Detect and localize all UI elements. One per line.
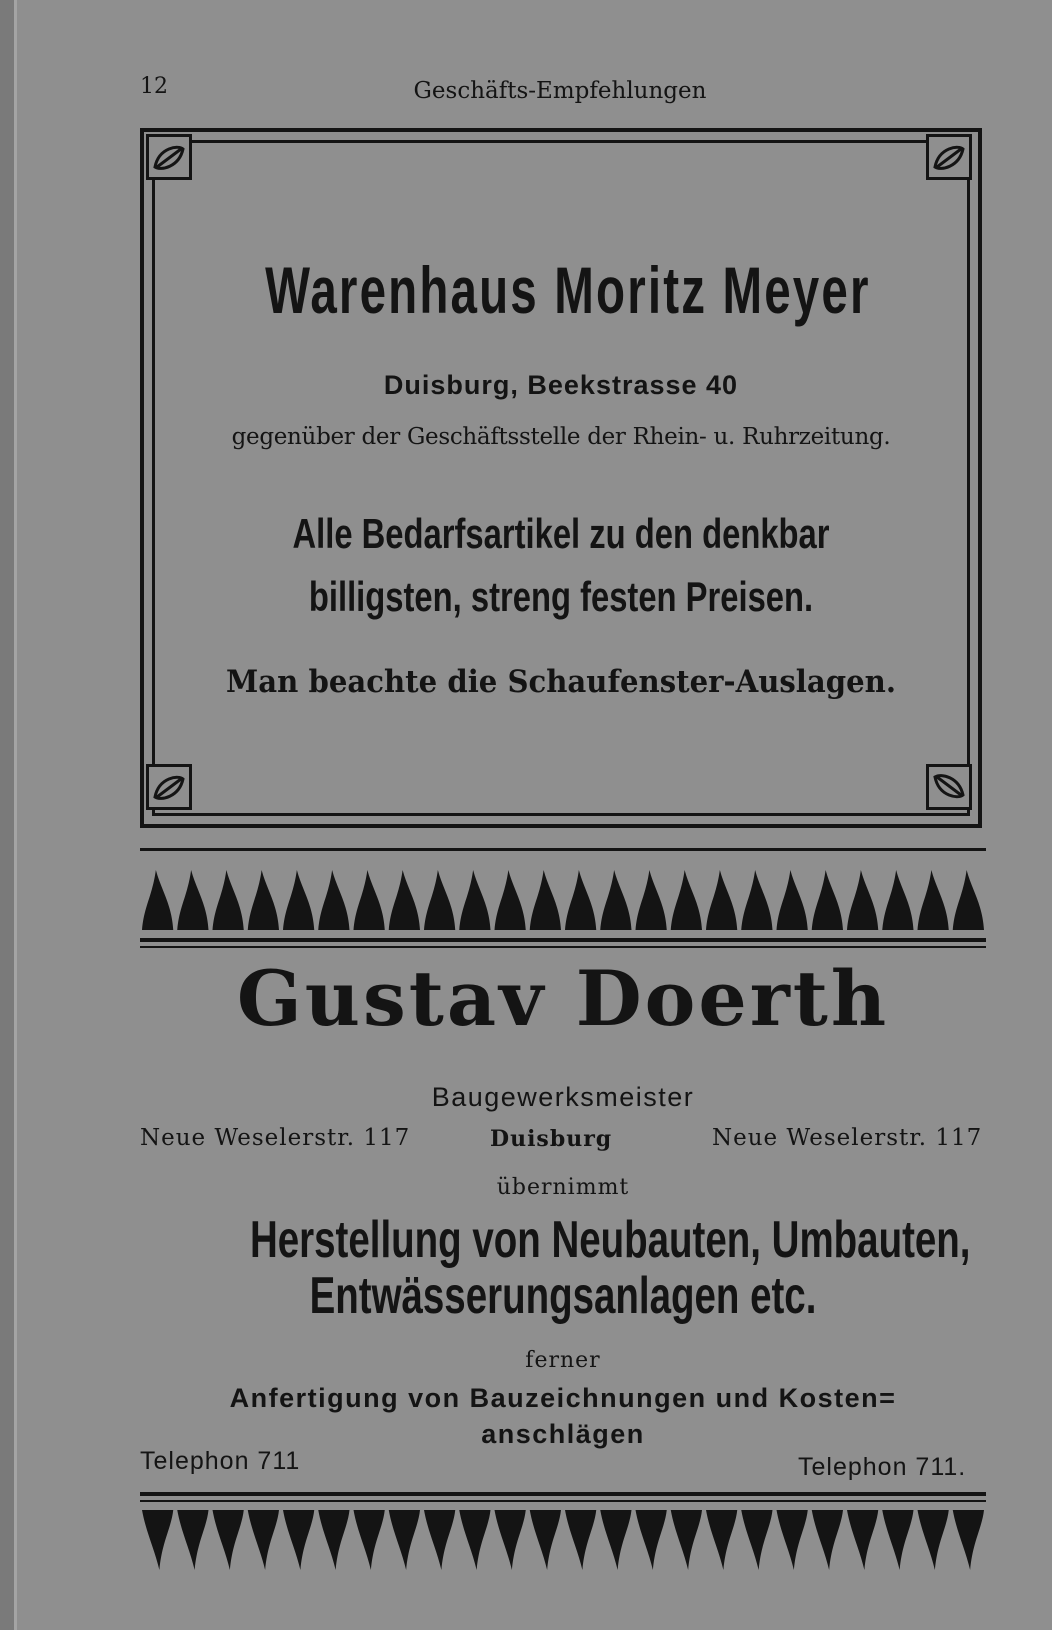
drop-ornament <box>918 1510 949 1570</box>
flame-ornament <box>177 870 208 930</box>
builder-services-line: Herstellung von Neubauten, Umbauten, <box>249 1211 971 1269</box>
drop-ornament <box>283 1510 314 1570</box>
page-binding-highlight <box>14 0 17 1630</box>
store-location-note: gegenüber der Geschäftsstelle der Rhein- u. Ruhrzeitung. <box>231 424 891 450</box>
drop-ornament <box>847 1510 878 1570</box>
flame-ornament <box>530 870 561 930</box>
flame-ornament <box>213 870 244 930</box>
builder-takes-on: übernimmt <box>496 1175 630 1200</box>
drop-ornament <box>812 1510 843 1570</box>
drop-ornament <box>424 1510 455 1570</box>
drop-ornament <box>248 1510 279 1570</box>
builder-telephone-left: Telephon 711 <box>140 1447 301 1475</box>
drop-ornament <box>741 1510 772 1570</box>
flame-ornament <box>600 870 631 930</box>
drop-ornament <box>671 1510 702 1570</box>
drop-ornament <box>882 1510 913 1570</box>
page-number: 12 <box>140 74 168 99</box>
store-slogan-line: billigsten, streng festen Preisen. <box>308 573 814 620</box>
store-slogan <box>240 502 881 628</box>
corner-leaf-icon <box>926 764 972 810</box>
builder-address-left: Neue Weselerstr. 117 <box>140 1125 411 1151</box>
builder-telephone-right: Telephon 711. <box>798 1453 967 1481</box>
drop-ornament <box>318 1510 349 1570</box>
flame-ornament <box>142 870 173 930</box>
corner-leaf-icon <box>146 134 192 180</box>
builder-services <box>249 1211 971 1326</box>
flame-ornament <box>882 870 913 930</box>
builder-address-right: Neue Weselerstr. 117 <box>712 1125 983 1151</box>
flame-ornament <box>248 870 279 930</box>
builder-services-line: Entwässerungsanlagen etc. <box>309 1267 817 1326</box>
flame-ornament <box>565 870 596 930</box>
flame-ornament <box>706 870 737 930</box>
builder-drawings-line: Anfertigung von Bauzeichnungen und Kosten= <box>229 1383 897 1413</box>
flame-ornament <box>918 870 949 930</box>
flame-ornament <box>953 870 984 930</box>
flame-ornament <box>741 870 772 930</box>
drop-ornament <box>354 1510 385 1570</box>
flame-ornament <box>283 870 314 930</box>
store-tagline: Man beachte die Schaufenster-Auslagen. <box>225 664 897 700</box>
flame-ornament <box>495 870 526 930</box>
drop-ornament <box>142 1510 173 1570</box>
running-header: Geschäfts-Empfehlungen <box>413 78 707 104</box>
store-slogan-line: Alle Bedarfsartikel zu den denkbar <box>292 510 830 557</box>
page-binding-edge <box>0 0 14 1630</box>
flame-ornament <box>459 870 490 930</box>
drop-ornament <box>213 1510 244 1570</box>
corner-leaf-icon <box>926 134 972 180</box>
drop-ornament <box>389 1510 420 1570</box>
store-name: Warenhaus Moritz Meyer <box>265 253 871 327</box>
flame-ornament <box>777 870 808 930</box>
builder-drawings-line: anschlägen <box>481 1419 645 1449</box>
flame-ornament <box>847 870 878 930</box>
flame-ornament-band <box>140 866 986 932</box>
drop-ornament-band <box>140 1508 986 1574</box>
flame-ornament <box>424 870 455 930</box>
drop-ornament <box>530 1510 561 1570</box>
drop-ornament <box>495 1510 526 1570</box>
builder-name: Gustav Doerth <box>236 954 890 1043</box>
drop-ornament <box>777 1510 808 1570</box>
flame-ornament <box>636 870 667 930</box>
drop-ornament <box>636 1510 667 1570</box>
drop-ornament <box>565 1510 596 1570</box>
flame-ornament <box>389 870 420 930</box>
store-address: Duisburg, Beekstrasse 40 <box>383 370 739 400</box>
divider-rule <box>140 946 986 948</box>
flame-ornament <box>671 870 702 930</box>
builder-profession: Baugewerksmeister <box>431 1082 695 1112</box>
flame-ornament <box>354 870 385 930</box>
divider-rule <box>140 848 986 851</box>
corner-leaf-icon <box>146 764 192 810</box>
divider-rule <box>140 1492 986 1496</box>
builder-city: Duisburg <box>490 1126 613 1152</box>
drop-ornament <box>600 1510 631 1570</box>
drop-ornament <box>706 1510 737 1570</box>
flame-ornament <box>812 870 843 930</box>
ad-frame-inner <box>152 140 970 816</box>
drop-ornament <box>459 1510 490 1570</box>
drop-ornament <box>177 1510 208 1570</box>
builder-further: ferner <box>525 1348 601 1373</box>
flame-ornament <box>318 870 349 930</box>
divider-rule <box>140 1500 986 1502</box>
drop-ornament <box>953 1510 984 1570</box>
divider-rule <box>140 938 986 942</box>
